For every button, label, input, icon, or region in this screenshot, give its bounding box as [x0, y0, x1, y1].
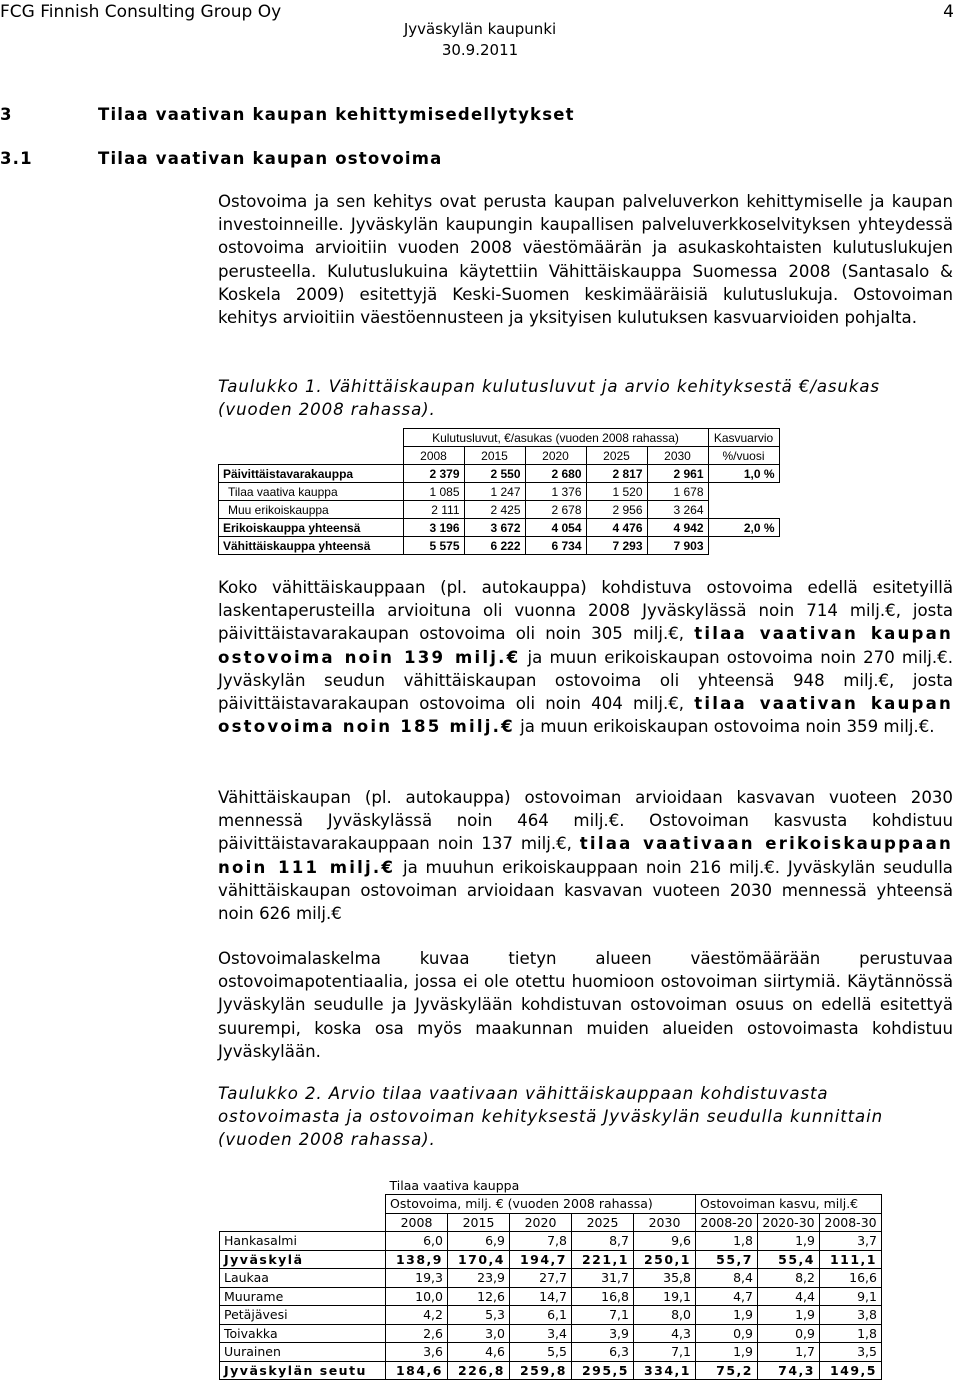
table-cell: 6,0 [386, 1232, 448, 1251]
table-cell: 111,1 [820, 1250, 882, 1269]
purchasing-power-paragraph [218, 576, 953, 738]
table-cell: 3 672 [464, 519, 525, 537]
growth-unit: %/vuosi [708, 447, 779, 465]
table-cell: 8,2 [758, 1269, 820, 1288]
table-cell: 19,3 [386, 1269, 448, 1288]
table-cell: 259,8 [510, 1361, 572, 1380]
growth-cell: 1,0 % [708, 465, 779, 483]
table-row [220, 1361, 882, 1380]
municipality-name: Muurame [220, 1287, 386, 1306]
text-run: ja muuhun erikoiskauppaan noin 216 milj.€. Jyväskylän seudulla vähittäiskaupan ostovoiman arvioidaan kasvavan vuoteen 2030 mennessä yhteensä noin 626 milj.€ [218, 857, 953, 924]
table-cell: 2 678 [525, 501, 586, 519]
table-cell: 3,9 [572, 1324, 634, 1343]
emphasis-text: tilaa vaativan kaupan ostovoima noin 185 milj.€ [218, 694, 953, 737]
table-cell: 7 293 [586, 537, 647, 555]
table1-group-header: Kulutusluvut, €/asukas (vuoden 2008 rahassa) [403, 429, 708, 447]
table-header-row [219, 447, 780, 465]
table-cell: 6,3 [572, 1343, 634, 1362]
table-cell: 334,1 [634, 1361, 696, 1380]
page-number: 4 [943, 2, 954, 22]
table-cell: 6 222 [464, 537, 525, 555]
table-cell: 3,5 [820, 1343, 882, 1362]
table-cell: 7,8 [510, 1232, 572, 1251]
table-cell: 3 264 [647, 501, 708, 519]
table-cell: 8,0 [634, 1306, 696, 1325]
table-cell: 4,3 [634, 1324, 696, 1343]
table-cell: 55,7 [696, 1250, 758, 1269]
table-row [220, 1250, 882, 1269]
year-header: 2008 [403, 447, 464, 465]
table-cell: 149,5 [820, 1361, 882, 1380]
table-cell: 9,1 [820, 1287, 882, 1306]
municipality-name: Hankasalmi [220, 1232, 386, 1251]
growth-cell: 2,0 % [708, 519, 779, 537]
calculation-note-paragraph: Ostovoimalaskelma kuvaa tietyn alueen väestömäärään perustuvaa ostovoimapotentiaalia, jossa ei ole otettu huomioon ostovoiman siirtymiä. Käytännössä Jyväskylän seudulle ja Jyväskylään kohdistuvan ostovoiman osuus on edellä esitettyä suurempi, koska osa myös maakunnan muiden alueiden ostovoimasta kohdistuu Jyväskylään. [218, 949, 953, 1061]
table-cell: 1,9 [696, 1343, 758, 1362]
municipality-table [219, 1176, 882, 1380]
table-cell: 170,4 [448, 1250, 510, 1269]
growth-cell [708, 537, 779, 555]
table-cell: 12,6 [448, 1287, 510, 1306]
table-cell: 4 476 [586, 519, 647, 537]
table-cell: 1,9 [758, 1306, 820, 1325]
table-cell: 27,7 [510, 1269, 572, 1288]
table-cell: 8,7 [572, 1232, 634, 1251]
table-cell: 1,8 [696, 1232, 758, 1251]
table-cell: 5,5 [510, 1343, 572, 1362]
table-cell: 19,1 [634, 1287, 696, 1306]
row-label: Muu erikoiskauppa [219, 501, 404, 519]
table-cell: 3,4 [510, 1324, 572, 1343]
period-header: 2020-30 [758, 1213, 820, 1232]
table-cell: 7 903 [647, 537, 708, 555]
year-header: 2020 [510, 1213, 572, 1232]
table-cell: 2 379 [403, 465, 464, 483]
table-cell: 16,6 [820, 1269, 882, 1288]
table2-group1-header: Ostovoima, milj. € (vuoden 2008 rahassa) [386, 1195, 696, 1214]
table-cell: 4,6 [448, 1343, 510, 1362]
section-title: Tilaa vaativan kaupan kehittymisedellytykset [98, 105, 575, 124]
table-row [220, 1343, 882, 1362]
table2-caption: Taulukko 2. Arvio tilaa vaativaan vähittäiskauppaan kohdistuvasta ostovoimasta ja ostovoiman kehityksestä Jyväskylän seudulla kunnittain (vuoden 2008 rahassa). [218, 1084, 884, 1149]
municipality-name: Laukaa [220, 1269, 386, 1288]
table-cell: 14,7 [510, 1287, 572, 1306]
table-cell: 3,7 [820, 1232, 882, 1251]
table-cell: 31,7 [572, 1269, 634, 1288]
table-cell: 4,7 [696, 1287, 758, 1306]
table1-caption: Taulukko 1. Vähittäiskaupan kulutusluvut ja arvio kehityksestä €/asukas (vuoden 2008 rahassa). [218, 377, 880, 419]
table-row [219, 465, 780, 483]
table-cell: 1 520 [586, 483, 647, 501]
table-cell: 1 247 [464, 483, 525, 501]
table-cell: 4,2 [386, 1306, 448, 1325]
table-cell: 0,9 [758, 1324, 820, 1343]
table-cell: 4,4 [758, 1287, 820, 1306]
table-cell: 5,3 [448, 1306, 510, 1325]
text-run: Vähittäiskaupan (pl. autokauppa) ostovoiman arvioidaan kasvavan vuoteen 2030 mennessä Jyväskylässä noin 464 milj.€. Ostovoiman kasvusta kohdistuu päivittäistavarakauppaan noin 137 milj.€, [218, 788, 953, 854]
table-row [220, 1232, 882, 1251]
table-row [220, 1269, 882, 1288]
subsection-title: Tilaa vaativan kaupan ostovoima [98, 149, 443, 168]
year-header: 2025 [586, 447, 647, 465]
table2-body [220, 1232, 882, 1380]
subsection-number: 3.1 [0, 149, 33, 168]
table-cell: 184,6 [386, 1361, 448, 1380]
table-row [219, 501, 780, 519]
year-header: 2015 [464, 447, 525, 465]
document-date: 30.9.2011 [441, 41, 519, 59]
table-cell: 226,8 [448, 1361, 510, 1380]
table-cell: 35,8 [634, 1269, 696, 1288]
table-cell: 2 956 [586, 501, 647, 519]
table-cell: 3 196 [403, 519, 464, 537]
period-header: 2008-30 [820, 1213, 882, 1232]
table-cell: 3,8 [820, 1306, 882, 1325]
table-cell: 7,1 [634, 1343, 696, 1362]
table-cell: 6,1 [510, 1306, 572, 1325]
table-row [219, 519, 780, 537]
table-cell: 1,7 [758, 1343, 820, 1362]
table-cell: 55,4 [758, 1250, 820, 1269]
table-cell: 194,7 [510, 1250, 572, 1269]
table-cell: 16,8 [572, 1287, 634, 1306]
municipality-name: Jyväskylän seutu [220, 1361, 386, 1380]
table-cell: 2 425 [464, 501, 525, 519]
period-header: 2008-20 [696, 1213, 758, 1232]
consumption-table [218, 428, 780, 555]
client-name: Jyväskylän kaupunki [403, 20, 557, 38]
table-cell: 9,6 [634, 1232, 696, 1251]
emphasis-text: tilaa vaativaan erikoiskauppaan noin 111 milj.€ [218, 834, 953, 877]
table-cell: 295,5 [572, 1361, 634, 1380]
row-label: Päivittäistavarakauppa [219, 465, 404, 483]
table1-growth-header: Kasvuarvio [708, 429, 779, 447]
growth-cell [708, 483, 779, 501]
table-cell: 8,4 [696, 1269, 758, 1288]
table-header-row [220, 1195, 882, 1214]
year-header: 2030 [647, 447, 708, 465]
municipality-name: Uurainen [220, 1343, 386, 1362]
table-cell: 4 054 [525, 519, 586, 537]
text-run: Koko vähittäiskauppaan (pl. autokauppa) kohdistuva ostovoima edellä esitetyillä laskentaperusteilla arvioituna oli vuonna 2008 Jyväskylässä noin 714 milj.€, josta päivittäistavarakaupan ostovoima oli noin 305 milj.€, [218, 578, 953, 644]
row-label: Tilaa vaativa kauppa [219, 483, 404, 501]
growth-paragraph [218, 786, 953, 925]
table-cell: 1,9 [696, 1306, 758, 1325]
year-header: 2025 [572, 1213, 634, 1232]
table-cell: 10,0 [386, 1287, 448, 1306]
table-cell: 2 680 [525, 465, 586, 483]
table-header-row [220, 1213, 882, 1232]
year-header: 2030 [634, 1213, 696, 1232]
emphasis-text: tilaa vaativan kaupan ostovoima noin 139 milj.€ [218, 624, 953, 667]
table-header-row [219, 429, 780, 447]
table-row [220, 1306, 882, 1325]
table-cell: 250,1 [634, 1250, 696, 1269]
year-header: 2020 [525, 447, 586, 465]
table-cell: 2 550 [464, 465, 525, 483]
table-cell: 138,9 [386, 1250, 448, 1269]
section-heading [0, 105, 960, 127]
table-row [219, 537, 780, 555]
table-cell: 1 678 [647, 483, 708, 501]
table-cell: 2 817 [586, 465, 647, 483]
company-name: FCG Finnish Consulting Group Oy [0, 2, 282, 22]
table-cell: 2 111 [403, 501, 464, 519]
section-number: 3 [0, 105, 13, 124]
table-cell: 7,1 [572, 1306, 634, 1325]
row-label: Erikoiskauppa yhteensä [219, 519, 404, 537]
table-row [220, 1287, 882, 1306]
table-cell: 5 575 [403, 537, 464, 555]
table-cell: 221,1 [572, 1250, 634, 1269]
text-run: ja muun erikoiskaupan ostovoima noin 359 milj.€. [514, 717, 935, 737]
municipality-name: Jyväskylä [220, 1250, 386, 1269]
year-header: 2015 [448, 1213, 510, 1232]
table-cell: 0,9 [696, 1324, 758, 1343]
table2-title: Tilaa vaativa kauppa [389, 1177, 520, 1193]
municipality-name: Petäjävesi [220, 1306, 386, 1325]
table-row [220, 1324, 882, 1343]
subsection-heading [0, 149, 960, 171]
table-cell: 1 376 [525, 483, 586, 501]
table-cell: 74,3 [758, 1361, 820, 1380]
table-cell: 6,9 [448, 1232, 510, 1251]
intro-paragraph: Ostovoima ja sen kehitys ovat perusta kaupan palveluverkon kehittymiselle ja kaupan investoinneille. Jyväskylän kaupungin kaupallisen palveluverkkoselvityksen yhteydessä ostovoima arvioitiin vuoden 2008 väestömäärän ja asukaskohtaisten kulutuslukujen perusteella. Kulutuslukuina käytettiin Vähittäiskauppa Suomessa 2008 (Santasalo & Koskela 2009) esitettyjä Keski-Suomen keskimääräisiä kulutuslukuja. Ostovoiman kehitys arvioitiin väestöennusteen ja yksityisen kulutuksen kasvuarvioiden pohjalta. [218, 192, 953, 328]
growth-cell [708, 501, 779, 519]
municipality-name: Toivakka [220, 1324, 386, 1343]
text-run: ja muun erikoiskaupan ostovoima noin 270 milj.€. Jyväskylän seudun vähittäiskaupan ostovoima oli yhteensä 948 milj.€, josta päivittäistavarakaupan ostovoima oli noin 404 milj.€, [218, 647, 954, 714]
table-row [219, 483, 780, 501]
table-cell: 75,2 [696, 1361, 758, 1380]
table-cell: 3,6 [386, 1343, 448, 1362]
year-header: 2008 [386, 1213, 448, 1232]
table-cell: 2 961 [647, 465, 708, 483]
table-cell: 1,8 [820, 1324, 882, 1343]
table-cell: 1 085 [403, 483, 464, 501]
table-cell: 6 734 [525, 537, 586, 555]
row-label: Vähittäiskauppa yhteensä [219, 537, 404, 555]
table-cell: 23,9 [448, 1269, 510, 1288]
table-cell: 3,0 [448, 1324, 510, 1343]
table2-group2-header: Ostovoiman kasvu, milj.€ [696, 1195, 882, 1214]
table-cell: 4 942 [647, 519, 708, 537]
table-cell: 2,6 [386, 1324, 448, 1343]
table-cell: 1,9 [758, 1232, 820, 1251]
